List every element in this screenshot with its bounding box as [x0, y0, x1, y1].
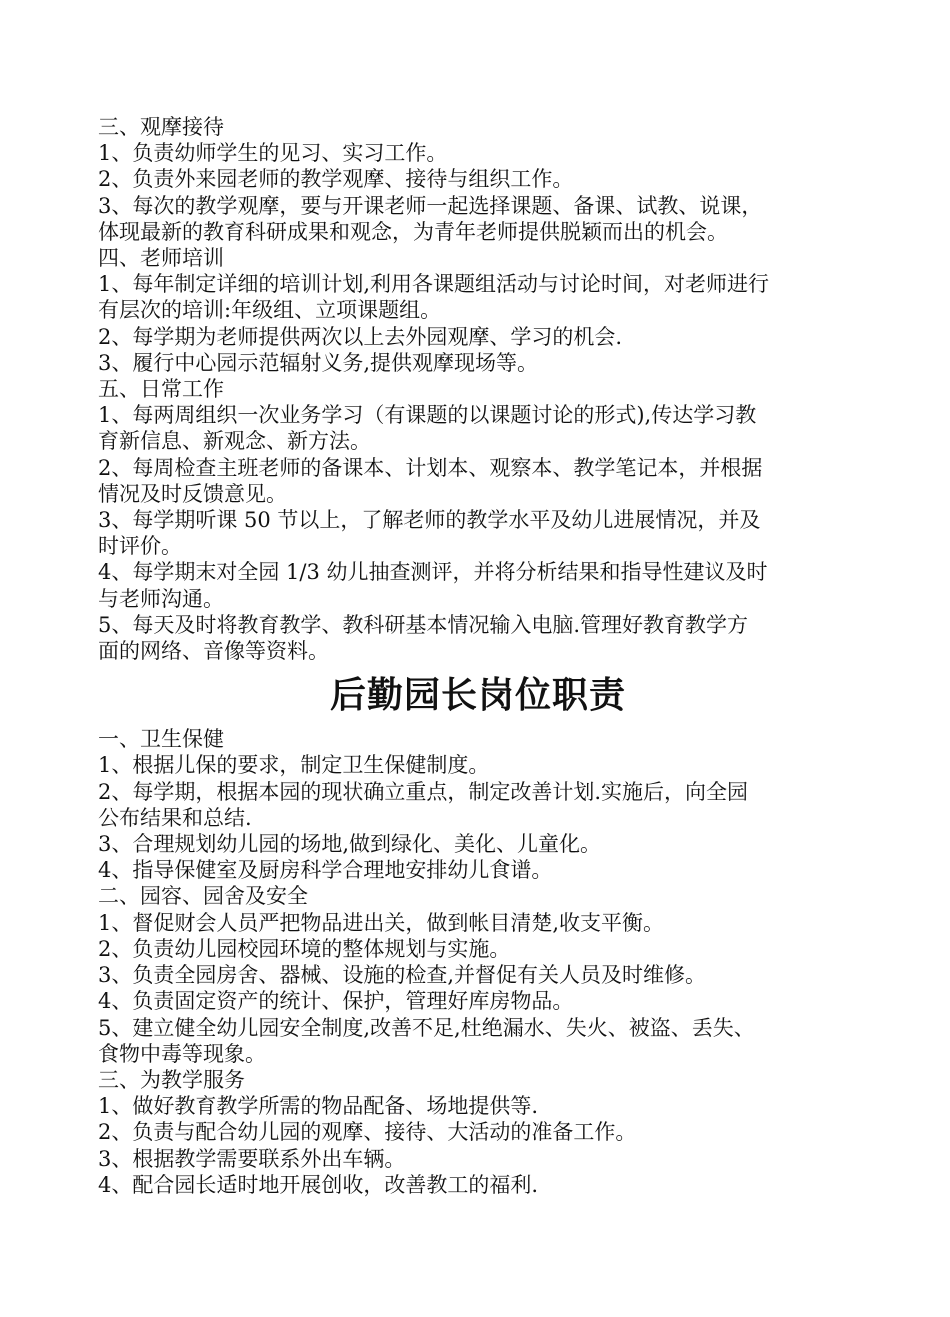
text-line: 食物中毒等现象。 [98, 1041, 266, 1066]
text-line: 2、每学期，根据本园的现状确立重点，制定改善计划.实施后，向全园 [98, 779, 749, 804]
text-line: 情况及时反馈意见。 [98, 481, 287, 506]
text-line: 2、每学期为老师提供两次以上去外园观摩、学习的机会. [98, 324, 623, 349]
text-line: 1、根据儿保的要求，制定卫生保健制度。 [98, 753, 490, 778]
text-line: 五、日常工作 [98, 377, 224, 402]
text-line: 2、负责与配合幼儿园的观摩、接待、大活动的准备工作。 [98, 1120, 637, 1145]
text-line: 2、每周检查主班老师的备课本、计划本、观察本、教学笔记本，并根据 [98, 455, 763, 480]
text-line: 3、每学期听课 50 节以上，了解老师的教学水平及幼儿进展情况，并及 [98, 508, 761, 533]
text-line: 3、每次的教学观摩，要与开课老师一起选择课题、备课、试教、说课， [98, 193, 763, 218]
text-line: 5、每天及时将教育教学、教科研基本情况输入电脑.管理好教育教学方 [98, 612, 749, 637]
text-line: 1、督促财会人员严把物品进出关，做到帐目清楚,收支平衡。 [98, 910, 665, 935]
text-line: 2、负责外来园老师的教学观摩、接待与组织工作。 [98, 167, 574, 192]
text-line: 体现最新的教育科研成果和观念，为青年老师提供脱颖而出的机会。 [98, 219, 728, 244]
text-line: 4、负责固定资产的统计、保护，管理好库房物品。 [98, 989, 574, 1014]
text-line: 1、负责幼师学生的见习、实习工作。 [98, 141, 448, 166]
text-line: 一、卫生保健 [98, 727, 224, 752]
text-line: 3、根据教学需要联系外出车辆。 [98, 1146, 406, 1171]
text-line: 时评价。 [98, 534, 182, 559]
text-line: 1、每年制定详细的培训计划,利用各课题组活动与讨论时间，对老师进行 [98, 272, 770, 297]
document-page [98, 114, 858, 1198]
section-logistics-duties [98, 726, 858, 1198]
text-line: 3、履行中心园示范辐射义务,提供观摩现场等。 [98, 350, 539, 375]
text-line: 与老师沟通。 [98, 586, 224, 611]
text-line: 面的网络、音像等资料。 [98, 639, 329, 664]
text-line: 四、老师培训 [98, 246, 224, 271]
text-line: 1、做好教育教学所需的物品配备、场地提供等. [98, 1094, 539, 1119]
text-line: 4、指导保健室及厨房科学合理地安排幼儿食谱。 [98, 858, 553, 883]
text-line: 育新信息、新观念、新方法。 [98, 429, 371, 454]
text-line: 二、园容、园舍及安全 [98, 884, 308, 909]
text-line: 5、建立健全幼儿园安全制度,改善不足,杜绝漏水、失火、被盗、丢失、 [98, 1015, 755, 1040]
text-line: 三、为教学服务 [98, 1067, 245, 1092]
text-line: 1、每两周组织一次业务学习（有课题的以课题讨论的形式),传达学习教 [98, 403, 757, 428]
text-line: 4、每学期末对全园 1/3 幼儿抽查测评，并将分析结果和指导性建议及时 [98, 560, 768, 585]
text-line: 三、观摩接待 [98, 115, 224, 139]
text-line: 2、负责幼儿园校园环境的整体规划与实施。 [98, 936, 511, 961]
section-teaching-duties [98, 114, 858, 664]
page-title: 后勤园长岗位职责 [329, 674, 626, 717]
text-line: 公布结果和总结. [98, 805, 252, 830]
text-line: 3、负责全园房舍、器械、设施的检查,并督促有关人员及时维修。 [98, 963, 707, 988]
text-line: 3、合理规划幼儿园的场地,做到绿化、美化、儿童化。 [98, 832, 602, 857]
text-line: 有层次的培训:年级组、立项课题组。 [98, 298, 442, 323]
text-line: 4、配合园长适时地开展创收，改善教工的福利. [98, 1172, 539, 1197]
